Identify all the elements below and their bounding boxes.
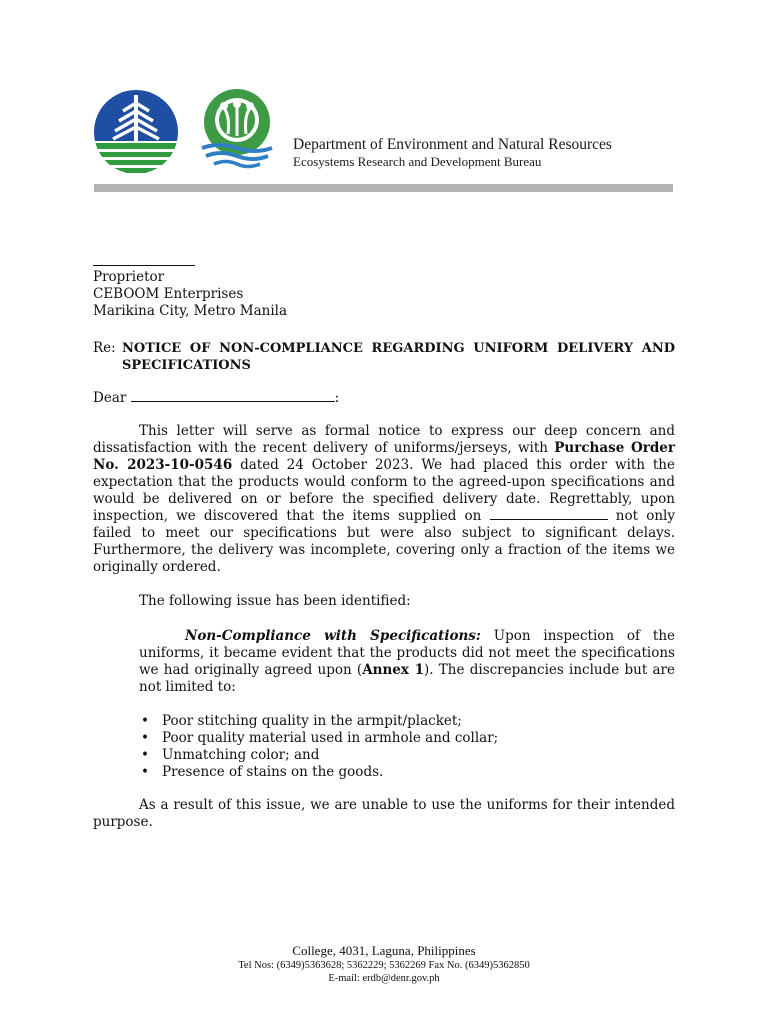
denr-logo-icon bbox=[93, 89, 179, 175]
addressee-company: CEBOOM Enterprises bbox=[93, 286, 244, 302]
addressee-name-blank bbox=[93, 252, 195, 266]
list-item: • Poor stitching quality in the armpit/placket; bbox=[139, 713, 675, 730]
subject-label: Re: bbox=[93, 340, 116, 356]
discrepancy-list bbox=[139, 713, 675, 781]
header-rule bbox=[94, 184, 673, 192]
department-name: Department of Environment and Natural Resources bbox=[293, 136, 612, 153]
paragraph-issue-intro: The following issue has been identified: bbox=[139, 593, 411, 609]
paragraph-conclusion: As a result of this issue, we are unable to use the uniforms for their intended purpose. bbox=[93, 797, 675, 830]
delivery-date-blank bbox=[490, 508, 608, 520]
list-item: • Poor quality material used in armhole and collar; bbox=[139, 730, 675, 747]
addressee-block bbox=[93, 252, 675, 320]
annex-reference: Annex 1 bbox=[362, 662, 424, 678]
letter-body bbox=[93, 252, 675, 831]
issue-text-a: Upon inspection of the uniforms, it became evident that the products did not meet the specifications we had originally agreed upon ( bbox=[139, 628, 676, 678]
paragraph-notice-part-b: dated 24 October 2023. We had placed this order with the expectation that the products would conform to the agreed-upon specifications and would be delivered on or before the specified delivery date. Regrettably, upon inspection, we discovered that the items supplied on bbox=[93, 457, 675, 524]
issue-paragraph bbox=[139, 628, 675, 696]
subject-text: NOTICE OF NON-COMPLIANCE REGARDING UNIFORM DELIVERY AND SPECIFICATIONS bbox=[122, 341, 675, 373]
salutation-dear: Dear bbox=[93, 390, 127, 406]
bureau-name: Ecosystems Research and Development Bureau bbox=[293, 154, 542, 169]
subject-line bbox=[93, 340, 675, 374]
issue-label: Non-Compliance with Specifications: bbox=[185, 628, 481, 644]
salutation-colon: : bbox=[334, 390, 340, 406]
paragraph-notice-part-c: not only failed to meet our specifications but were also subject to significant delays. Furthermore, the delivery was incomplete, covering only a fraction of the items we originally ordered. bbox=[93, 508, 675, 575]
list-item: • Presence of stains on the goods. bbox=[139, 764, 675, 781]
organization-block bbox=[293, 135, 612, 170]
footer bbox=[0, 942, 768, 985]
paragraph-notice bbox=[93, 423, 675, 576]
issue-text-b: ). The discrepancies include but are not limited to: bbox=[139, 662, 675, 695]
list-item: • Unmatching color; and bbox=[139, 747, 675, 764]
salutation-name-blank bbox=[131, 390, 335, 402]
erdb-logo-icon bbox=[194, 86, 280, 172]
purchase-order-number: Purchase Order No. 2023-10-0546 bbox=[93, 440, 675, 473]
addressee-location: Marikina City, Metro Manila bbox=[93, 303, 288, 319]
paragraph-notice-part-a: This letter will serve as formal notice to express our deep concern and dissatisfaction with the recent delivery of uniforms/jerseys, with bbox=[93, 423, 675, 456]
addressee-title: Proprietor bbox=[93, 269, 165, 285]
footer-email: E-mail: erdb@denr.gov.ph bbox=[328, 973, 440, 984]
footer-address: College, 4031, Laguna, Philippines bbox=[292, 943, 476, 958]
salutation bbox=[93, 390, 675, 407]
footer-phones: Tel Nos: (6349)5363628; 5362229; 5362269 Fax No. (6349)5362850 bbox=[238, 960, 530, 971]
